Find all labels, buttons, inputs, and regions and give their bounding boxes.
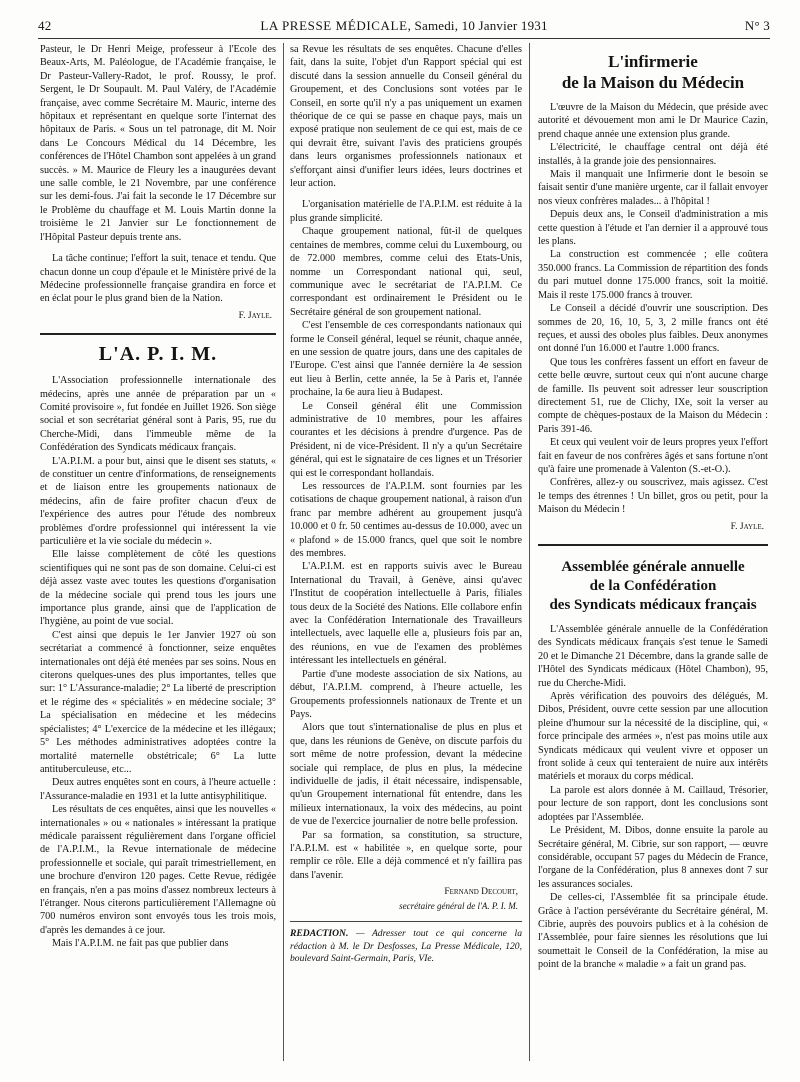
column-divider-2 bbox=[529, 43, 530, 1061]
paragraph: Le Conseil général élit une Commission administrative de 10 membres, pour les affaires courantes et les décisions à prendre d'urgence. Pas de Président, ni de vice-Président. Il n'y a qu'un Secrétaire général, qui est le signataire de ces lignes et un Trésorier qui est le correspondant hollandais. bbox=[290, 400, 522, 479]
paragraph: Le Président, M. Dibos, donne ensuite la parole au Secrétaire général, M. Cibrie, sur son rapport, — œuvre considérable, occupant 57 pages du Médecin de France, l'organe de la Confédération, plus 8 annexes dont 7 sur les assurances sociales. bbox=[538, 825, 768, 890]
title-line: Assemblée générale annuelle bbox=[561, 559, 745, 575]
paragraph: C'est l'ensemble de ces correspondants nationaux qui forme le Conseil général, lequel se réunit, chaque année, en une session de quatre jours, dans une des capitales de l'Europe. C'est ainsi que l'année dernière la 4e session eut lieu à Berlin, cette année, la 5e à Paris et, l'année prochaine, la 6e aura lieu à Budapest. bbox=[290, 320, 522, 399]
paragraph: Mais l'A.P.I.M. ne fait pas que publier dans bbox=[52, 938, 229, 950]
title-line: des Syndicats médicaux français bbox=[549, 597, 757, 613]
paragraph: Confrères, allez-y ou souscrivez, mais agissez. C'est le temps des étrennes ! Un billet, gros ou petit, pour la Maison du Médecin ! bbox=[538, 477, 768, 516]
column-3 bbox=[538, 43, 768, 972]
paragraph: L'œuvre de la Maison du Médecin, que préside avec autorité et dévouement mon ami le Dr Maurice Cazin, prend chaque année une extension plus grande. bbox=[538, 102, 768, 140]
section-title-assemblee bbox=[538, 558, 768, 615]
title-line: L'infirmerie bbox=[608, 52, 698, 71]
paragraph: Que tous les confrères fassent un effort en faveur de cette belle œuvre, surtout ceux qui n'ont aucune charge de famille. Ils peuvent soit adresser leur souscription directement 51, rue de Clichy, IXe, soit la verser au compte de chèques-postaux de la Maison du Médecin : Paris 391-46. bbox=[538, 356, 768, 435]
column-1 bbox=[40, 43, 276, 951]
paragraph: Par sa formation, sa constitution, sa structure, l'A.P.I.M. est « habilitée », en quelque sorte, pour remplir ce rôle. Elle a déjà commencé et n'y faillira pas dans l'avenir. bbox=[290, 829, 522, 881]
paragraph: Partie d'une modeste association de six Nations, au début, l'A.P.I.M. comprend, à l'heure actuelle, les Groupements professionnels nationaux de Trente et un Pays. bbox=[290, 668, 522, 720]
paragraph: L'électricité, le chauffage central ont déjà été installés, à la grande joie des pensionnaires. bbox=[538, 142, 768, 167]
paragraph: La parole est alors donnée à M. Caillaud, Trésorier, pour lecture de son rapport, dont les conclusions sont adoptées par l'Assemblée. bbox=[538, 784, 768, 823]
section-title-apim: L'A. P. I. M. bbox=[98, 343, 218, 366]
publication-date: , Samedi, 10 Janvier 1931 bbox=[407, 18, 548, 33]
paragraph: Les résultats de ces enquêtes, ainsi que les nouvelles « internationales » ou « nationales » intéressant la pratique médicale paraissent régulièrement dans l'organe officiel de l'A.P.I.M., la Revue internationale de médecine professionnelle et sociale, qui paraît trimestriellement, en une brochure d'environ 120 pages. Cette Revue, rédigée en français, n'en a pas moins d'assez nombreux lecteurs à l'étranger. Nous citerons particulièrement l'Allemagne où 700 numéros environ sont envoyés tous les trois mois, d'après les demandes à ce jour. bbox=[40, 804, 276, 936]
signature-name: Fernand Decourt, bbox=[444, 887, 518, 898]
column-divider-1 bbox=[283, 43, 284, 1061]
signature: F. Jayle. bbox=[238, 310, 272, 321]
paragraph: Mais il manquait une Infirmerie dont le besoin se faisait sentir d'une manière urgente, car il fallait envoyer nos vieux confrères malades... à l'hôpital ! bbox=[538, 169, 768, 207]
paragraph: L'A.P.I.M. a pour but, ainsi que le disent ses statuts, « de constituer un centre d'informations, de renseignements et de liaison entre les groupements nationaux de médecins, afin de faire profiter chacun d'eux de l'expérience des autres pour l'étude des nombreux problèmes d'ordre professionnel qui intéressent la vie particulière et la vie sociale du médecin ». bbox=[40, 455, 276, 547]
redaction-text: — Adresser tout ce qui concerne la rédaction à M. le Dr Desfosses, La Presse Médicale, 120, boulevard Saint-Germain, Paris, VIe. bbox=[290, 928, 522, 965]
paragraph: La tâche continue; l'effort la suit, tenace et tendu. Que chacun donne un coup d'épaule et le Ministère privé de la Médecine professionnelle française grandira en force et en éclat pour le plus grand bien de la Nation. bbox=[40, 253, 276, 305]
paragraph: C'est ainsi que depuis le 1er Janvier 1927 où son secrétariat a commencé à fonctionner, seize enquêtes internationales ont déjà été menées par ses soins. Nous en citerons quelques-unes des plus importantes, telles que sur: 1° L'Assurance-maladie; 2° La liberté de prescription et le régime des « spécialités » en médecine sociale; 3° La spécialisation en médecine et les médecins spécialistes; 4° L'exercice de la médecine et les illégaux; 5° Les méthodes administratives adoptées contre la mortalité maternelle obstétricale; 6° La lutte antituberculeuse, etc... bbox=[40, 629, 276, 775]
paragraph: L'A.P.I.M. est en rapports suivis avec le Bureau International du Travail, à Genève, ainsi qu'avec l'Institut de coopération intellectuelle à Paris, filiales tous deux de la Société des Nations. Elle collabore enfin avec la Confédération Internationale des Travailleurs intellectuels, avec laquelle elle a, plusieurs fois par an, des réunions, en vue de l'examen des problèmes intéressant les intellectuels en général. bbox=[290, 561, 522, 667]
section-rule bbox=[290, 921, 522, 922]
section-rule bbox=[40, 333, 276, 335]
signature: F. Jayle. bbox=[730, 521, 764, 532]
page-number: 42 bbox=[38, 18, 52, 33]
paragraph: Les ressources de l'A.P.I.M. sont fournies par les cotisations de chaque groupement national, à raison d'un franc par membre adhérent au groupement jusqu'à 10.000 et 0 fr. 50 centimes au-dessus de 10.000, avec un « plafond » de 15.000 francs, quel que soit le nombre des membres. bbox=[290, 481, 522, 560]
paragraph: Le Conseil a décidé d'ouvrir une souscription. Des sommes de 20, 16, 10, 5, 3, 2 mille francs ont été reçues, et aussi des oboles plus faibles. Deux anonymes ont donné l'un 16.000 et l'autre 1.000 francs. bbox=[538, 303, 768, 355]
title-line: de la Confédération bbox=[589, 578, 717, 594]
paragraph: L'Association professionnelle internationale des médecins, après une année de préparation par un « Comité provisoire », fut fondée en Juillet 1926. Son siège social et son secrétariat général sont à Paris, 95, rue du Cherche-Midi, dans l'immeuble même de la Confédération des Syndicats médicaux français. bbox=[40, 375, 276, 454]
paragraph: De celles-ci, l'Assemblée fit sa principale étude. Grâce à l'action persévérante du Secrétaire général, M. Cibrie, auprès des pouvoirs publics et à la cohésion de l'Assemblée, pour faire siennes les résolutions que lui soumettait le Conseil de la Confédération, la mise au point de la branche « maladie » a fait un grand pas. bbox=[538, 892, 768, 971]
page-header bbox=[38, 16, 770, 38]
redaction-notice bbox=[290, 928, 522, 966]
paragraph: Deux autres enquêtes sont en cours, à l'heure actuelle : l'Assurance-maladie en 1931 et la lutte antisyphilitique. bbox=[40, 777, 276, 802]
paragraph: Alors que tout s'internationalise de plus en plus et que, dans les réunions de Genève, on discute parfois du sort même de notre profession, devant la médecine sociale qui remplace, de plus en plus, la médecine individuelle de jadis, il était nécessaire, indispensable, qu'un Groupement international fût entendre, dans les milieux internationaux, la voix des médecins, au point de vue de l'exercice journalier de notre belle profession. bbox=[290, 722, 522, 828]
paragraph: Depuis deux ans, le Conseil d'administration a mis cette question à l'étude et l'an dernier il a approuvé tous les plans. bbox=[538, 209, 768, 248]
paragraph: La construction est commencée ; elle coûtera 350.000 francs. La Commission de répartition des fonds du pari mutuel donne 175.000 francs, soit la moitié. Mais il reste 175.000 francs à trouver. bbox=[538, 249, 768, 301]
redaction-label: REDACTION. bbox=[290, 928, 349, 939]
title-line: de la Maison du Médecin bbox=[561, 73, 745, 92]
issue-number: N° 3 bbox=[744, 18, 770, 33]
paragraph: L'Assemblée générale annuelle de la Confédération des Syndicats médicaux français s'est tenue le Samedi 20 et le Dimanche 21 Décembre, dans la grande salle de l'Hôtel des Syndicats médicaux (Hôtel Chambon), 95, rue du Cherche-Midi. bbox=[538, 624, 768, 689]
header-rule bbox=[38, 38, 770, 39]
publication-line bbox=[38, 18, 770, 34]
paragraph: Pasteur, le Dr Henri Meige, professeur à l'Ecole des Beaux-Arts, M. Paléologue, de l'Académie française, le Dr Pasteur-Vallery-Radot, le prof. Roussy, le prof. Sergent, le Dr Soupault. M. Paul Valéry, de l'Académie française, avec comme Secrétaire M. Mauric, interne des hôpitaux et représentant en quelque sorte l'internat des hôpitaux de Paris. « Sous un tel patronage, dit M. Noir dans Le Concours Médical du 14 Décembre, les conférences de l'Hôtel Chambon sont appelées à un grand succès. » M. Maurice de Fleury les a inaugurées devant une salle comble, le 21 Novembre, par une conférence sur les demi-fous. J'ai fait la seconde le 17 Décembre sur le Problème du chauffage et M. Louis Martin donne la troisième le 21 Janvier sur Le fonctionnement de l'Hôpital Pasteur depuis trente ans. bbox=[40, 44, 276, 243]
paragraph: L'organisation matérielle de l'A.P.I.M. est réduite à la plus grande simplicité. bbox=[290, 199, 522, 224]
paragraph: sa Revue les résultats de ses enquêtes. Chacune d'elles fait, dans la suite, l'objet d'un Rapport spécial qui est discuté dans la session annuelle du Conseil général du Groupement, et des Conclusions sont votées par le Conseil, en sorte qu'il n'y a pas uniquement un examen théorique de ce qui se passe en chaque pays, mais un exposé pratique non seulement de ce qui est, mais de ce qui devrait être, suivant l'avis des praticiens groupés dans leurs organismes professionnels nationaux et s'efforçant ainsi d'unifier leurs idées, leurs doctrines et leur action. bbox=[290, 44, 522, 190]
paragraph: Après vérification des pouvoirs des délégués, M. Dibos, Président, ouvre cette session par une allocution pleine d'humour sur la nécessité de la discipline, qui, « force principale des armées », n'est pas moins utile aux Syndicats médicaux qui veulent vivre et opposer un front solide à ceux qui tenteraient de nuire aux intérêts matériels et moraux du corps médical. bbox=[538, 691, 768, 783]
publication-name: LA PRESSE MÉDICALE bbox=[260, 18, 408, 33]
column-2 bbox=[290, 43, 522, 966]
paragraph: Elle laisse complètement de côté les questions scientifiques qui ne sont pas de son domaine. Celui-ci est déjà assez vaste avec toutes les questions d'organisation de la médecine sociale qui prend tous les jours une importance plus grande, ainsi que de l'application de l'hygiène, au point de vue social. bbox=[40, 549, 276, 628]
section-rule bbox=[538, 544, 768, 546]
section-title-infirmerie bbox=[538, 51, 768, 93]
paragraph: Chaque groupement national, fût-il de quelques centaines de membres, comme celui du Luxembourg, ou de 72.000 membres, comme celui des Etats-Unis, nomme un Correspondant national qui, seul, communique avec le secrétariat de l'A.P.I.M. Ce correspondant est ordinairement le Président ou le Secrétaire général de son groupement national. bbox=[290, 226, 522, 318]
paragraph: Et ceux qui veulent voir de leurs propres yeux l'effort fait en faveur de nos confrères âgés et sans fortune n'ont qu'à faire une promenade à Valenton (S.-et-O.). bbox=[538, 437, 768, 475]
signature-title: secrétaire général de l'A. P. I. M. bbox=[399, 900, 518, 911]
